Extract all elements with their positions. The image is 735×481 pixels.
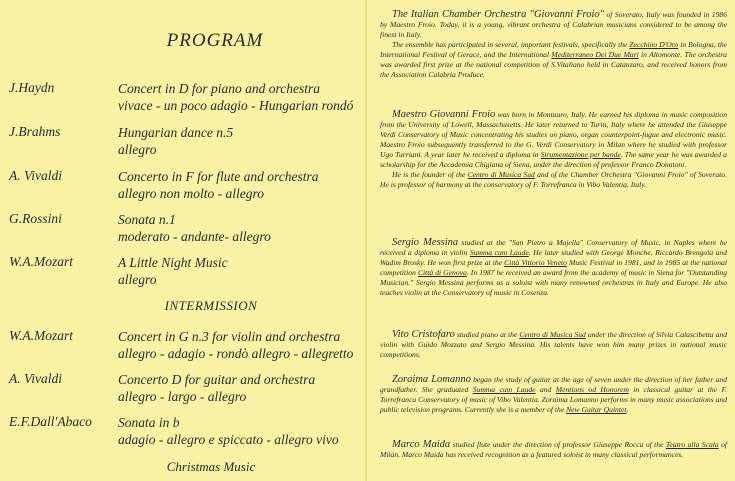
bio-text: of Milan. Marco Maida has received recognition as a featured soloist in many classical performances. — [380, 440, 727, 459]
bio-underlined-text: Zecchino D'Oro — [629, 40, 679, 49]
bio-text: of Soverato, Italy was founded in 1986 by Maestro Froio. Today, it is a young, vibrant orchestra of Calabrian musicians considered to be among the finest in Italy. — [380, 10, 727, 39]
piece-movements: adagio - allegro e spiccato - allegro vivo — [118, 432, 339, 447]
bio-text: in classical guitar at the F. Torrefranca Conservatory of music of Vibo Valentia. Zoraima Lomanno performs in many music associations and public television programs. Currently she is a member of the — [380, 385, 728, 414]
bio-lomanno — [380, 375, 727, 415]
piece-details — [118, 254, 228, 288]
bio-underlined-text: Strumentazione per bande — [540, 150, 621, 159]
composer-name: J.Haydn — [9, 80, 55, 95]
bio-text: He is the founder of the — [392, 170, 468, 179]
bio-text: . The same year he was awarded a scholarship for the Accademia Chigiana of Siena, under the direction of professor Franco Donatoni. — [380, 150, 727, 169]
bio-text: in Bologna, the International Festival of Gerace, and the International — [380, 40, 728, 59]
bio-underlined-text: Città Vittorio Veneto — [504, 258, 567, 267]
program-title: PROGRAM — [166, 30, 264, 51]
composer-name: W.A.Mozart — [9, 328, 74, 343]
bio-messina — [380, 238, 727, 298]
piece-title: Concert in D for piano and orchestra — [118, 81, 320, 96]
closing-note: Christmas Music — [166, 459, 256, 474]
composer-name: E.F.Dall'Abaco — [9, 414, 92, 429]
piece-movements: vivace - un poco adagio - Hungarian rondó — [118, 98, 354, 113]
bio-text: . In 1987 he received an award from the academy of music in Siena for "Outstanding Musician." Sergio Messina performs as a soloist with many renowned orchestras in Italy and Europe. He also teaches violin at the Conservatory of music in Cosenza. — [380, 268, 728, 297]
bio-underlined-text: Teatro alla Scala — [665, 440, 719, 449]
page-fold-divider — [365, 0, 367, 481]
bio-underlined-text: Mentions od Honorem — [555, 385, 629, 394]
bio-name: Marco Maida — [392, 439, 451, 450]
bio-underlined-text: New Guitar Quintet — [566, 405, 627, 414]
bio-text: and — [535, 385, 556, 394]
piece-movements: moderato - andante- allegro — [118, 229, 271, 244]
piece-title: Concerto D for guitar and orchestra — [118, 372, 316, 387]
bio-underlined-text: Mediterraneo Dei Due Mari — [551, 50, 639, 59]
bio-paragraph — [380, 10, 727, 40]
composer-name: J.Brahms — [9, 124, 61, 139]
bio-text: studied at the "San Pietro a Majella" Conservatory of Music, in Naples where he received a diploma in violin — [380, 238, 727, 257]
bio-text: . — [626, 405, 629, 414]
bio-name: Sergio Messina — [392, 237, 459, 248]
bio-name: Vito Cristofaro — [392, 329, 455, 340]
bio-text: studied flute under the direction of professor Giuseppe Rocca of the — [450, 440, 666, 449]
bio-text: began the study of guitar at the age of seven under the direction of her father and grandfather. She graduated — [380, 375, 727, 394]
program-panel — [0, 0, 365, 481]
bio-text: The ensemble has participated in several, important festivals, specifically the — [392, 40, 630, 49]
composer-name: A. Vivaldi — [9, 168, 62, 183]
bio-name: Maestro Giovanni Froio — [392, 109, 496, 120]
composer-name: W.A.Mozart — [9, 254, 74, 269]
bio-underlined-text: Centro di Musica Sud — [519, 330, 586, 339]
bio-text: studied piano at the — [454, 330, 520, 339]
bio-maida — [380, 440, 727, 460]
bio-paragraph — [380, 170, 727, 190]
piece-title: Sonata n.1 — [118, 212, 176, 227]
bio-underlined-text: Centro di Musica Sud — [467, 170, 535, 179]
piece-details — [118, 168, 318, 202]
piece-title: Concerto in F for flute and orchestra — [118, 169, 319, 184]
bio-text: Music Festival in 1981, and in 1985 at the national competition — [380, 258, 728, 277]
bio-paragraph — [380, 238, 727, 298]
piece-details — [118, 328, 353, 362]
piece-title: Concert in G n.3 for violin and orchestra — [118, 329, 341, 344]
bio-underlined-text: Summa cum Laude — [472, 385, 536, 394]
bio-text: in Altomonte. The orchestra was awarded first prize at the national competition of S.Vitaliano held in Catanzaro, and received honors from the Association Calabria Produce. — [380, 50, 727, 79]
bio-paragraph — [380, 40, 727, 80]
bio-orchestra — [380, 10, 727, 80]
piece-details — [118, 80, 353, 114]
composer-name: G.Rossini — [9, 211, 62, 226]
composer-name: A. Vivaldi — [9, 371, 62, 386]
bio-underlined-text: Summa cum Laude — [469, 248, 529, 257]
bio-text: . He later studied with George Monche, Riccardo Brengola and Wadim Brosky. He won first prize at the — [380, 248, 727, 267]
bio-text: was born in Montauro, Italy. He earned his diploma in music composition from the University of Lowell, Massachusetts. He later returned to Turin, Italy where he attended the Giuseppe Verdi Conservatory of Music concentrating his studies on piano, organ counterpoint-fugue and electronic music. Maestro Froio subsequently transferred to the G. Verdi Conservatory in Milan where he studied with professor Ugo Turriani. A year later he received a diploma in — [380, 110, 727, 159]
piece-details — [118, 414, 339, 448]
bio-paragraph — [380, 330, 727, 360]
bio-underlined-text: Città di Genova — [417, 268, 467, 277]
piece-movements: allegro - largo - allegro — [118, 389, 247, 404]
piece-title: Hungarian dance n.5 — [118, 125, 234, 140]
piece-title: A Little Night Music — [118, 255, 228, 270]
intermission-heading: INTERMISSION — [164, 298, 258, 313]
bio-paragraph — [380, 375, 727, 415]
bio-name: Zoraima Lomanno — [392, 374, 471, 385]
bio-froio — [380, 110, 727, 190]
bio-paragraph — [380, 440, 727, 460]
piece-movements: allegro non molto - allegro — [118, 186, 264, 201]
piece-details — [118, 371, 315, 405]
bio-text: and of the Chamber Orchestra "Giovanni Froio" of Soverato. He is professor of harmony at the conservatory of F. Torrefranca in Vibo Valentia, Italy. — [380, 170, 727, 189]
piece-details — [118, 211, 271, 245]
piece-details — [118, 124, 233, 158]
bio-text: under the direction of Silvia Calascibetta and violin with Guido Mozzato and Sergio Messina. His talents have won him many prizes in national music competitions. — [380, 330, 727, 359]
piece-movements: allegro - adagio - rondò allegro - allegretto — [118, 346, 354, 361]
piece-movements: allegro — [118, 142, 157, 157]
piece-movements: allegro — [118, 272, 157, 287]
bio-name: The Italian Chamber Orchestra "Giovanni Froio" — [392, 9, 605, 20]
piece-title: Sonata in b — [118, 415, 180, 430]
bio-cristofaro — [380, 330, 727, 360]
bio-paragraph — [380, 110, 727, 170]
